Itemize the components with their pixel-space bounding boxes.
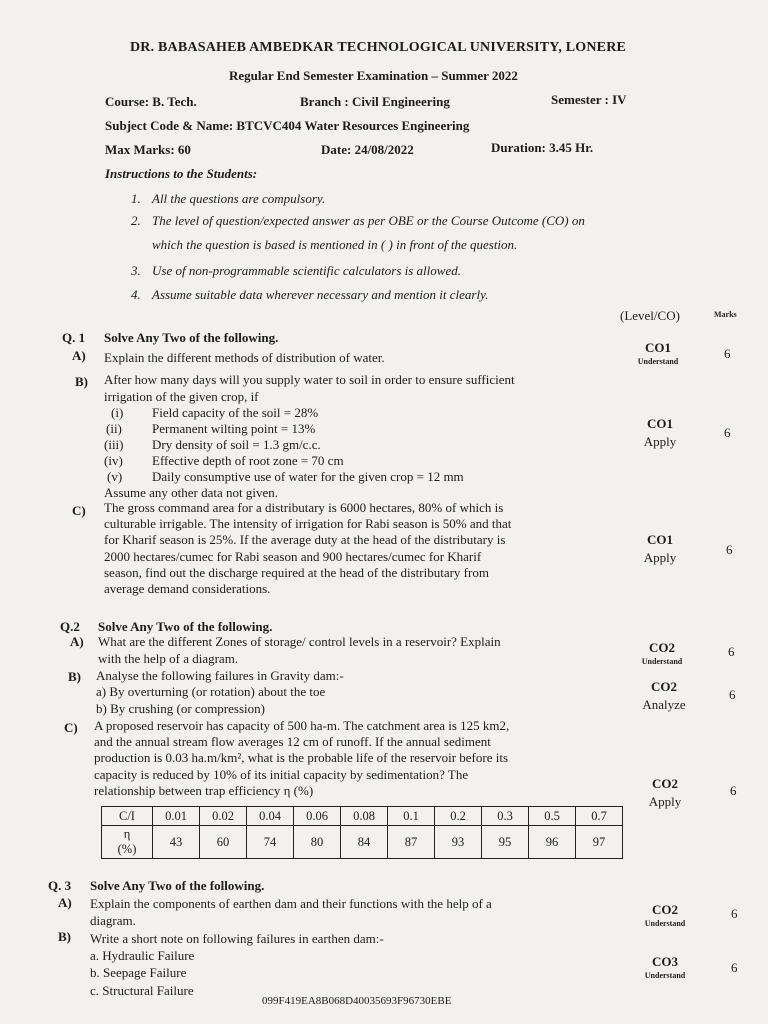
q3a-label: A) [58, 895, 72, 910]
q2c-line: capacity is reduced by 10% of its initial capacity by sedimentation? The [94, 766, 469, 782]
table-cell: 0.2 [435, 807, 482, 826]
q2c-line: relationship between trap efficiency η (%) [94, 782, 314, 798]
q1c-co [620, 532, 700, 566]
q1b-line: irrigation of the given crop, if [104, 389, 259, 404]
q1b-item: Field capacity of the soil = 28% [152, 405, 319, 420]
table-cell: 87 [388, 826, 435, 859]
subject: Subject Code & Name: BTCVC404 Water Resources Engineering [105, 118, 470, 133]
q3b-item: b. Seepage Failure [90, 965, 187, 980]
instruction-text: Assume suitable data wherever necessary and mention it clearly. [152, 287, 489, 302]
q2c-co [625, 776, 705, 810]
q3a-marks: 6 [731, 906, 738, 921]
instruction-text: Use of non-programmable scientific calculators is allowed. [152, 263, 461, 278]
table-cell: 0.04 [247, 807, 294, 826]
table-cell: 84 [341, 826, 388, 859]
q1b-tail: Assume any other data not given. [104, 485, 279, 500]
table-cell: 0.08 [341, 807, 388, 826]
row-label: (%) [117, 842, 137, 856]
q2b-line: a) By overturning (or rotation) about the toe [96, 684, 326, 699]
q2b-label: B) [68, 669, 81, 684]
q2-number: Q.2 [60, 619, 80, 634]
instruction-text: which the question is based is mentioned in ( ) in front of the question. [152, 237, 518, 252]
q2b-marks: 6 [729, 687, 736, 702]
q1a-label: A) [72, 348, 86, 363]
co-level: Apply [648, 794, 682, 809]
row-label: η [123, 827, 131, 841]
q1b-label: B) [75, 374, 88, 389]
q3a-line: diagram. [90, 913, 136, 928]
q1a-marks: 6 [724, 346, 731, 361]
q3-number: Q. 3 [48, 878, 72, 893]
co-code: CO1 [647, 416, 673, 431]
q1c-line: The gross command area for a distributary is 6000 hectares, 80% of which is [104, 500, 504, 515]
q2c-marks: 6 [730, 783, 737, 798]
q3b-marks: 6 [731, 960, 738, 975]
q3-title: Solve Any Two of the following. [90, 878, 265, 893]
level-co-header: (Level/CO) [620, 308, 680, 323]
instruction-num: 4. [131, 287, 141, 302]
semester: Semester : IV [551, 92, 627, 107]
co-code: CO1 [647, 532, 673, 547]
q3b-line: Write a short note on following failures in earthen dam:- [90, 931, 384, 946]
q2a-label: A) [70, 634, 84, 649]
q1b-co [620, 416, 700, 450]
max-marks: Max Marks: 60 [105, 142, 191, 157]
footer-code: 099F419EA8B068D40035693F96730EBE [262, 995, 452, 1007]
table-cell: 0.3 [482, 807, 529, 826]
q1c-line: 2000 hectares/cumec for Rabi season and 900 hectares/cumec for Kharif [104, 548, 482, 564]
table-cell: 0.06 [294, 807, 341, 826]
table-row [102, 826, 623, 859]
q1b-item-num: (iv) [104, 453, 123, 468]
co-level: Understand [644, 971, 686, 980]
course: Course: B. Tech. [105, 94, 197, 109]
q1b-item: Dry density of soil = 1.3 gm/c.c. [152, 437, 321, 452]
q1c-text [104, 500, 607, 597]
table-cell: 0.02 [200, 807, 247, 826]
trap-efficiency-table [101, 806, 623, 859]
table-cell: 0.1 [388, 807, 435, 826]
q2-title: Solve Any Two of the following. [98, 619, 273, 634]
q3a-co [625, 902, 705, 928]
q2c-line: production is 0.03 ha.m/km², what is the probable life of the reservoir before its [94, 750, 509, 766]
q3b-item: a. Hydraulic Failure [90, 948, 195, 963]
co-level: Apply [643, 550, 677, 565]
q2c-line: A proposed reservoir has capacity of 500 ha-m. The catchment area is 125 km2, [94, 718, 510, 733]
q3b-label: B) [58, 929, 71, 944]
q3b-co [625, 954, 705, 980]
q2b-line: b) By crushing (or compression) [96, 701, 265, 716]
co-code: CO3 [652, 954, 678, 969]
instructions-title: Instructions to the Students: [105, 166, 258, 181]
co-level: Apply [643, 434, 677, 449]
q1c-line: culturable irrigable. The intensity of irrigation for Rabi season is 50% and that [104, 516, 512, 532]
table-cell: 43 [153, 826, 200, 859]
q2c-line: and the annual stream flow averages 12 cm of runoff. If the annual sediment [94, 734, 491, 750]
table-cell: 0.01 [153, 807, 200, 826]
q1b-item-num: (ii) [106, 421, 122, 436]
table-cell: 80 [294, 826, 341, 859]
q1c-marks: 6 [726, 542, 733, 557]
table-cell: 95 [482, 826, 529, 859]
q1c-line: season, find out the discharge required at the head of the distributary from [104, 564, 489, 580]
q1b-item-num: (v) [107, 469, 123, 484]
q1b-item-num: (i) [111, 405, 124, 420]
university-name: DR. BABASAHEB AMBEDKAR TECHNOLOGICAL UNIVERSITY, LONERE [130, 40, 627, 55]
co-level: Understand [641, 657, 683, 666]
co-code: CO2 [652, 776, 678, 791]
q3b-item: c. Structural Failure [90, 983, 194, 998]
table-cell: 96 [529, 826, 576, 859]
branch: Branch : Civil Engineering [300, 94, 450, 109]
duration: Duration: 3.45 Hr. [491, 140, 594, 155]
table-header-cell: C/I [102, 807, 153, 826]
table-cell: 74 [247, 826, 294, 859]
q2b-co [624, 679, 704, 713]
co-level: Analyze [642, 697, 686, 712]
exam-title: Regular End Semester Examination – Summer 2022 [229, 68, 518, 83]
q1c-label: C) [72, 503, 86, 518]
co-code: CO2 [651, 679, 677, 694]
co-code: CO2 [649, 640, 675, 655]
instruction-num: 3. [131, 263, 141, 278]
q1-title: Solve Any Two of the following. [104, 330, 279, 345]
table-header-cell [102, 826, 153, 859]
q1b-item: Permanent wilting point = 13% [152, 421, 316, 436]
q2c-label: C) [64, 720, 78, 735]
co-level: Understand [637, 357, 679, 366]
table-cell: 0.7 [576, 807, 623, 826]
q2c-text [94, 718, 610, 799]
table-cell: 60 [200, 826, 247, 859]
table-cell: 0.5 [529, 807, 576, 826]
instruction-num: 2. [131, 213, 141, 228]
q2a-line: with the help of a diagram. [98, 651, 239, 666]
exam-date: Date: 24/08/2022 [321, 142, 414, 157]
instruction-text: All the questions are compulsory. [152, 191, 326, 206]
table-cell: 93 [435, 826, 482, 859]
table-cell: 97 [576, 826, 623, 859]
table-row [102, 807, 623, 826]
marks-header: Marks [714, 310, 737, 319]
q3a-line: Explain the components of earthen dam and their functions with the help of a [90, 896, 492, 911]
q2a-line: What are the different Zones of storage/ control levels in a reservoir? Explain [98, 634, 501, 649]
co-code: CO2 [652, 902, 678, 917]
q2a-co [622, 640, 702, 666]
q1c-line: for Kharif season is 25%. If the average duty at the head of the distributary is [104, 532, 506, 548]
q1b-item-num: (iii) [104, 437, 124, 452]
q1b-item: Daily consumptive use of water for the given crop = 12 mm [152, 469, 464, 484]
q2b-line: Analyse the following failures in Gravity dam:- [96, 668, 344, 683]
q1b-marks: 6 [724, 425, 731, 440]
q1b-line: After how many days will you supply water to soil in order to ensure sufficient [104, 372, 515, 387]
co-level: Understand [644, 919, 686, 928]
co-code: CO1 [645, 340, 671, 355]
q1a-text: Explain the different methods of distribution of water. [104, 350, 385, 365]
instruction-num: 1. [131, 191, 141, 206]
q1b-item: Effective depth of root zone = 70 cm [152, 453, 344, 468]
q2a-marks: 6 [728, 644, 735, 659]
q1-number: Q. 1 [62, 330, 86, 345]
q1a-co [618, 340, 698, 366]
q1c-line: average demand considerations. [104, 581, 271, 597]
instruction-text: The level of question/expected answer as per OBE or the Course Outcome (CO) on [152, 213, 585, 228]
